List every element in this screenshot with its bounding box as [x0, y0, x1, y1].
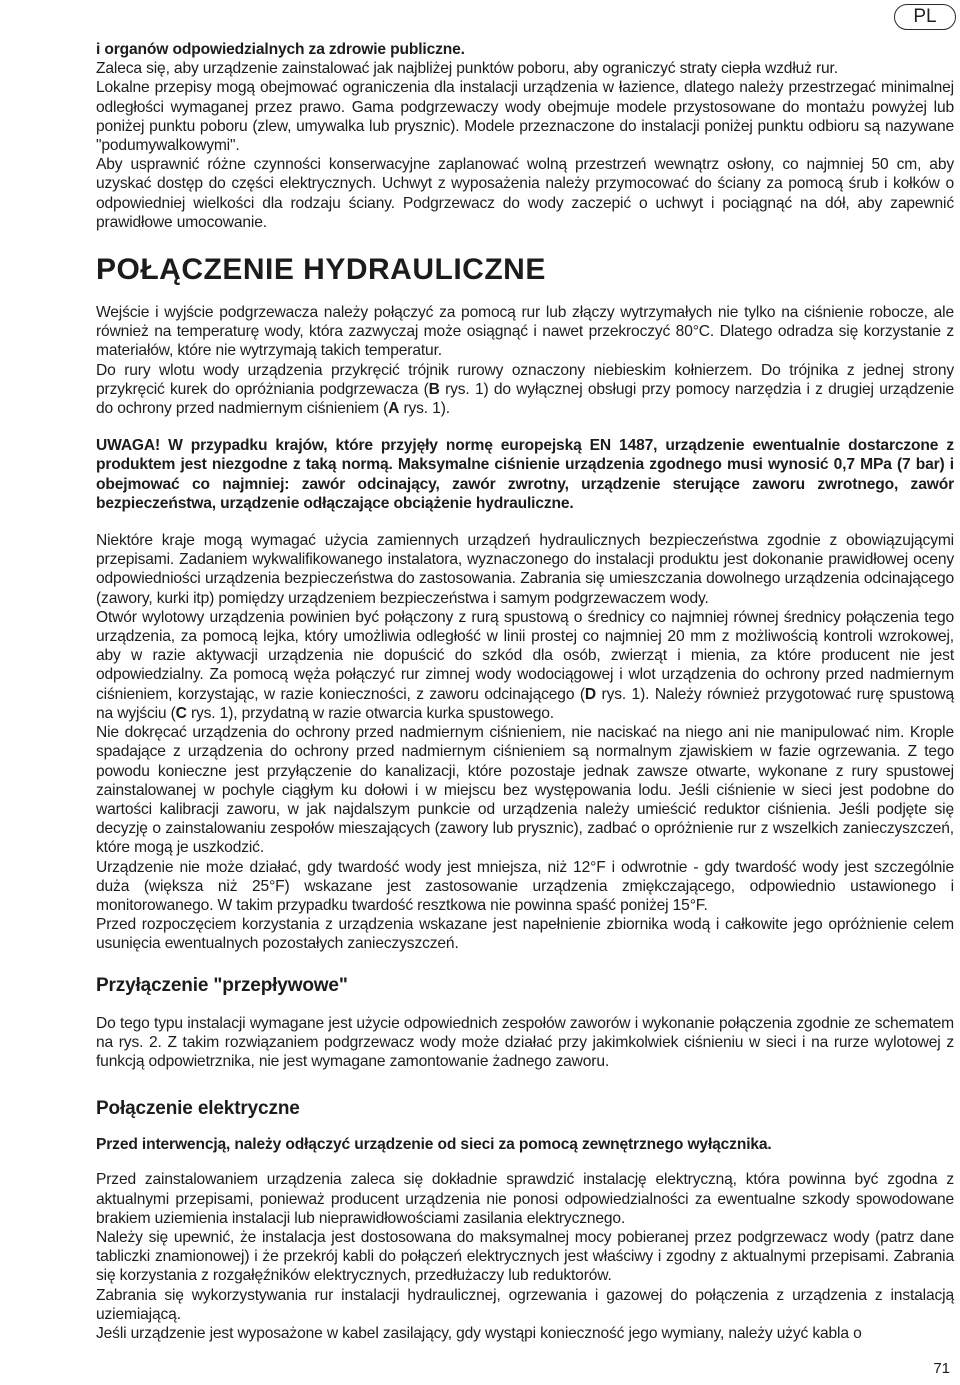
ref-letter-c: C: [175, 704, 187, 722]
hydraulic-paragraph-4-text-e: rys. 1), przydatną w razie otwarcia kurka spustowego.: [186, 704, 554, 722]
hydraulic-section-title: POŁĄCZENIE HYDRAULICZNE: [96, 253, 546, 287]
flow-paragraph-1: Do tego typu instalacji wymagane jest użycie odpowiednich zespołów zaworów i wykonanie połączenia zgodnie ze schematem na rys. 2. Z takim rozwiązaniem podgrzewacz wody może działać przy jakimkolwiek ciśnieniu w sieci i na rurze wylotowej z funkcją odpowietrznika, nie jest wymagane zamontowanie żadnego zaworu.: [96, 1014, 954, 1070]
hydraulic-paragraph-4-text-c: rys. 1). Należy również przygotować rurę spustową na wyjściu (: [96, 685, 954, 722]
hydraulic-paragraph-5: Nie dokręcać urządzenia do ochrony przed nadmiernym ciśnieniem, nie naciskać na niego ani nie manipulować nim. Krople spadające z urządzenia do ochrony przed nadmiernym ciśnieniem są normalnym zjawiskiem w fazie ogrzewania. Z tego powodu konieczne jest przyłączenie do kanalizacji, które pozostaje jednak zawsze otwarte, wykonane z rury spustowej zainstalowanej w pochyle ciągłym ku dołowi i w miejscu bez występowania lodu. Jeśli ciśnienie w sieci jest podobne do wartości kalibracji zaworu, w jak najdalszym punkcie od urządzenia należy umieścić reduktor ciśnienia. Jeśli podjęte się decyzję o zainstalowaniu zespołów mieszających (zawory lub prysznic), zadbać o opróżnienie rur z wszelkich zanieczyszczeń, które mogą je uszkodzić.: [96, 724, 954, 857]
hydraulic-paragraph-2-text-a: Do rury wlotu wody urządzenia przykręcić trójnik rurowy oznaczony niebieskim kołnierzem. Do trójnika z jednej strony przykręcić kurek do opróżniania podgrzewacza (: [96, 361, 954, 398]
hydraulic-paragraph-4-text-a: Otwór wylotowy urządzenia powinien być połączony z rurą spustową o średnicy co najmniej równej średnicy połączenia tego urządzenia, za pomocą lejka, który umożliwia odległość w linii prostej co najmniej 20 mm z możliwością kontroli wzrokowej, aby w razie aktywacji urządzenia nie dopuścić do szkód dla osób, zwierząt i mienia, za które producent nie jest odpowiedzialny. Za pomocą węża połączyć rur zimnej wody wodociągowej i wlot urządzenia do ochrony przed nadmiernym ciśnieniem, korzystając, w razie konieczności, z zaworu odcinającego (: [96, 608, 954, 703]
hydraulic-paragraph-6: Urządzenie nie może działać, gdy twardość wody jest mniejsza, niż 12°F i odwrotnie - gdy twardość wody jest szczególnie duża (większa niż 25°F) wskazane jest zastosowanie urządzenia zmiękczającego, odpowiednio ustawionego i monitorowanego. W takim przypadku twardość resztkowa nie powinna spaść poniżej 15°F.: [96, 858, 954, 914]
electric-section-title: Połączenie elektryczne: [96, 1098, 300, 1120]
page-number: 71: [933, 1360, 950, 1377]
document-body: [96, 40, 954, 1343]
electric-paragraph-1: Przed zainstalowaniem urządzenia zaleca się dokładnie sprawdzić instalację elektryczną, która powinna być zgodna z aktualnymi przepisami, ponieważ producent urządzenia nie ponosi odpowiedzialności za ewentualne szkody spowodowane brakiem uziemienia instalacji lub nieprawidłowościami zasilania elektrycznego.: [96, 1171, 954, 1227]
hydraulic-paragraph-3: Niektóre kraje mogą wymagać użycia zamiennych urządzeń hydraulicznych bezpieczeństwa zgodnie z obowiązującymi przepisami. Zadaniem wykwalifikowanego instalatora, wyznaczonego do instalacji produktu jest dokonanie prawidłowej oceny odpowiedniości urządzenia bezpieczeństwa do zastosowania. Zabrania się umieszczania dowolnego urządzenia odcinającego (zawory, kurki itp) pomiędzy urządzeniem bezpieczeństwa i samym podgrzewaczem wody.: [96, 532, 954, 607]
intro-paragraph-2: Lokalne przepisy mogą obejmować ograniczenia dla instalacji urządzenia w łazience, dlatego należy przestrzegać minimalnej odległości wymaganej przez prawo. Gama podgrzewaczy wody obejmuje modele przystosowane do montażu powyżej lub poniżej punktu poboru (zlew, umywalka lub prysznic). Modele przeznaczone do instalacji poniżej punktu odbioru są nazywane "podumywalkowymi".: [96, 79, 954, 155]
intro-paragraph-1: Zaleca się, aby urządzenie zainstalować jak najbliżej punktów poboru, aby ograniczyć straty ciepła wzdłuż rur.: [96, 60, 838, 78]
intro-paragraph-3: Aby usprawnić różne czynności konserwacyjne zaplanować wolną przestrzeń wewnątrz osłony, co najmniej 50 cm, aby uzyskać dostęp do części elektrycznych. Uchwyt z wyposażenia należy przymocować do ściany za pomocą śrub i kołków o odpowiedniej wielkości dla rodzaju ściany. Podgrzewacz do wody zaczepić o uchwyt i pociągnąć na dół, aby zapewnić prawidłowe umocowanie.: [96, 156, 954, 231]
electric-paragraph-4: Jeśli urządzenie jest wyposażone w kabel zasilający, gdy wystąpi konieczność jego wymiany, należy użyć kabla o: [96, 1324, 862, 1342]
flow-section-title: Przyłączenie "przepływowe": [96, 974, 348, 996]
hydraulic-paragraph-2-text-e: rys. 1).: [399, 400, 450, 418]
electric-paragraph-3: Zabrania się wykorzystywania rur instalacji hydraulicznej, ogrzewania i gazowej do połączenia z urządzenia z instalacją uziemiającą.: [96, 1286, 954, 1323]
hydraulic-paragraph-7: Przed rozpoczęciem korzystania z urządzenia wskazane jest napełnienie zbiornika wodą i całkowite jego opróżnienie celem usunięcia ewentualnych pozostałych zanieczyszczeń.: [96, 916, 954, 953]
hydraulic-warning: UWAGA! W przypadku krajów, które przyjęły normę europejską EN 1487, urządzenie ewentualnie dostarczone z produktem jest niezgodne z taką normą. Maksymalne ciśnienie urządzenia zgodnego musi wynosić 0,7 MPa (7 bar) i obejmować co najmniej: zawór odcinający, zawór zwrotny, urządzenie sterujące zaworu zwrotnego, zawór bezpieczeństwa, urządzenie odłączające obciążenie hydrauliczne.: [96, 437, 954, 512]
hydraulic-paragraph-2-text-c: rys. 1) do wyłącznej obsługi przy pomocy narzędzia i z drugiej urządzenie do ochrony przed nadmiernym ciśnieniem (: [96, 380, 954, 418]
electric-paragraph-2: Należy się upewnić, że instalacja jest dostosowana do maksymalnej mocy pobieranej przez podgrzewacz wody (patrz dane tabliczki znamionowej) i że przekrój kabli do połączeń elektrycznych jest właściwy i zgodny z aktualnymi przepisami. Zabrania się korzystania z rozgałęźników elektrycznych, przedłużaczy lub reduktorów.: [96, 1228, 954, 1285]
ref-letter-a: A: [388, 400, 400, 418]
electric-warning: Przed interwencją, należy odłączyć urządzenie od sieci za pomocą zewnętrznego wyłącznika.: [96, 1136, 772, 1154]
hydraulic-paragraph-2: [96, 361, 954, 419]
hydraulic-paragraph-4: [96, 608, 954, 723]
ref-letter-d: D: [584, 685, 597, 703]
language-badge: PL: [894, 4, 956, 30]
ref-letter-b: B: [428, 380, 440, 398]
hydraulic-paragraph-1: Wejście i wyjście podgrzewacza należy połączyć za pomocą rur lub złączy wytrzymałych nie tylko na ciśnienie robocze, ale również na temperaturę wody, która zazwyczaj może osiągnąć i nawet przekroczyć 80°C. Dlatego odradza się korzystanie z materiałów, które nie wytrzymają takich temperatur.: [96, 304, 954, 360]
intro-bold-line: i organów odpowiedzialnych za zdrowie publiczne.: [96, 41, 465, 58]
